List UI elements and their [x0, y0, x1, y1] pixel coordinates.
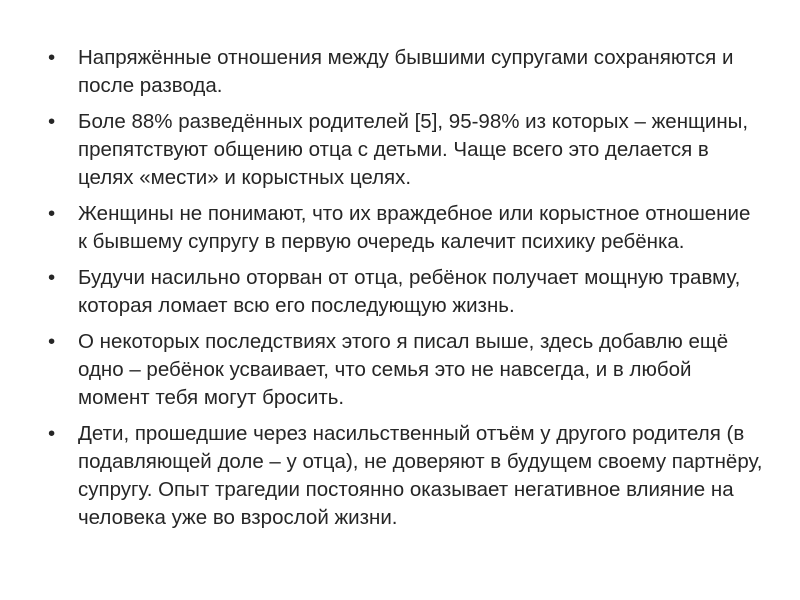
- bullet-list: [44, 44, 764, 540]
- bullet-point-icon: •: [48, 330, 56, 353]
- bullet-text: Женщины не понимают, что их враждебное или корыстное отношение к бывшему супругу в первую очередь калечит психику ребёнка.: [78, 202, 751, 253]
- bullet-point-icon: •: [48, 422, 56, 445]
- bullet-item-trauma: [44, 264, 764, 320]
- bullet-point-icon: •: [48, 110, 56, 133]
- bullet-point-icon: •: [48, 266, 56, 289]
- bullet-item-statistics: [44, 108, 764, 192]
- bullet-point-icon: •: [48, 202, 56, 225]
- bullet-text: О некоторых последствиях этого я писал выше, здесь добавлю ещё одно – ребёнок усваивает, что семья это не навсегда, и в любой момент тебя могут бросить.: [78, 330, 729, 409]
- bullet-point-icon: •: [48, 46, 56, 69]
- bullet-text: Будучи насильно оторван от отца, ребёнок получает мощную травму, которая ломает всю его последующую жизнь.: [78, 266, 741, 317]
- bullet-text: Боле 88% разведённых родителей [5], 95-98% из которых – женщины, препятствуют общению отца с детьми. Чаще всего это делается в целях «мести» и корыстных целях.: [78, 110, 749, 189]
- bullet-item-tense-relations: [44, 44, 764, 100]
- bullet-text: Напряжённые отношения между бывшими супругами сохраняются и после развода.: [78, 46, 734, 97]
- bullet-item-child-psyche: [44, 200, 764, 256]
- bullet-item-consequences: [44, 328, 764, 412]
- bullet-text: Дети, прошедшие через насильственный отъём у другого родителя (в подавляющей доле – у отца), не доверяют в будущем своему партнёру, супругу. Опыт трагедии постоянно оказывает негативное влияние на человека уже во взрослой жизни.: [78, 422, 763, 529]
- bullet-item-trust: [44, 420, 764, 532]
